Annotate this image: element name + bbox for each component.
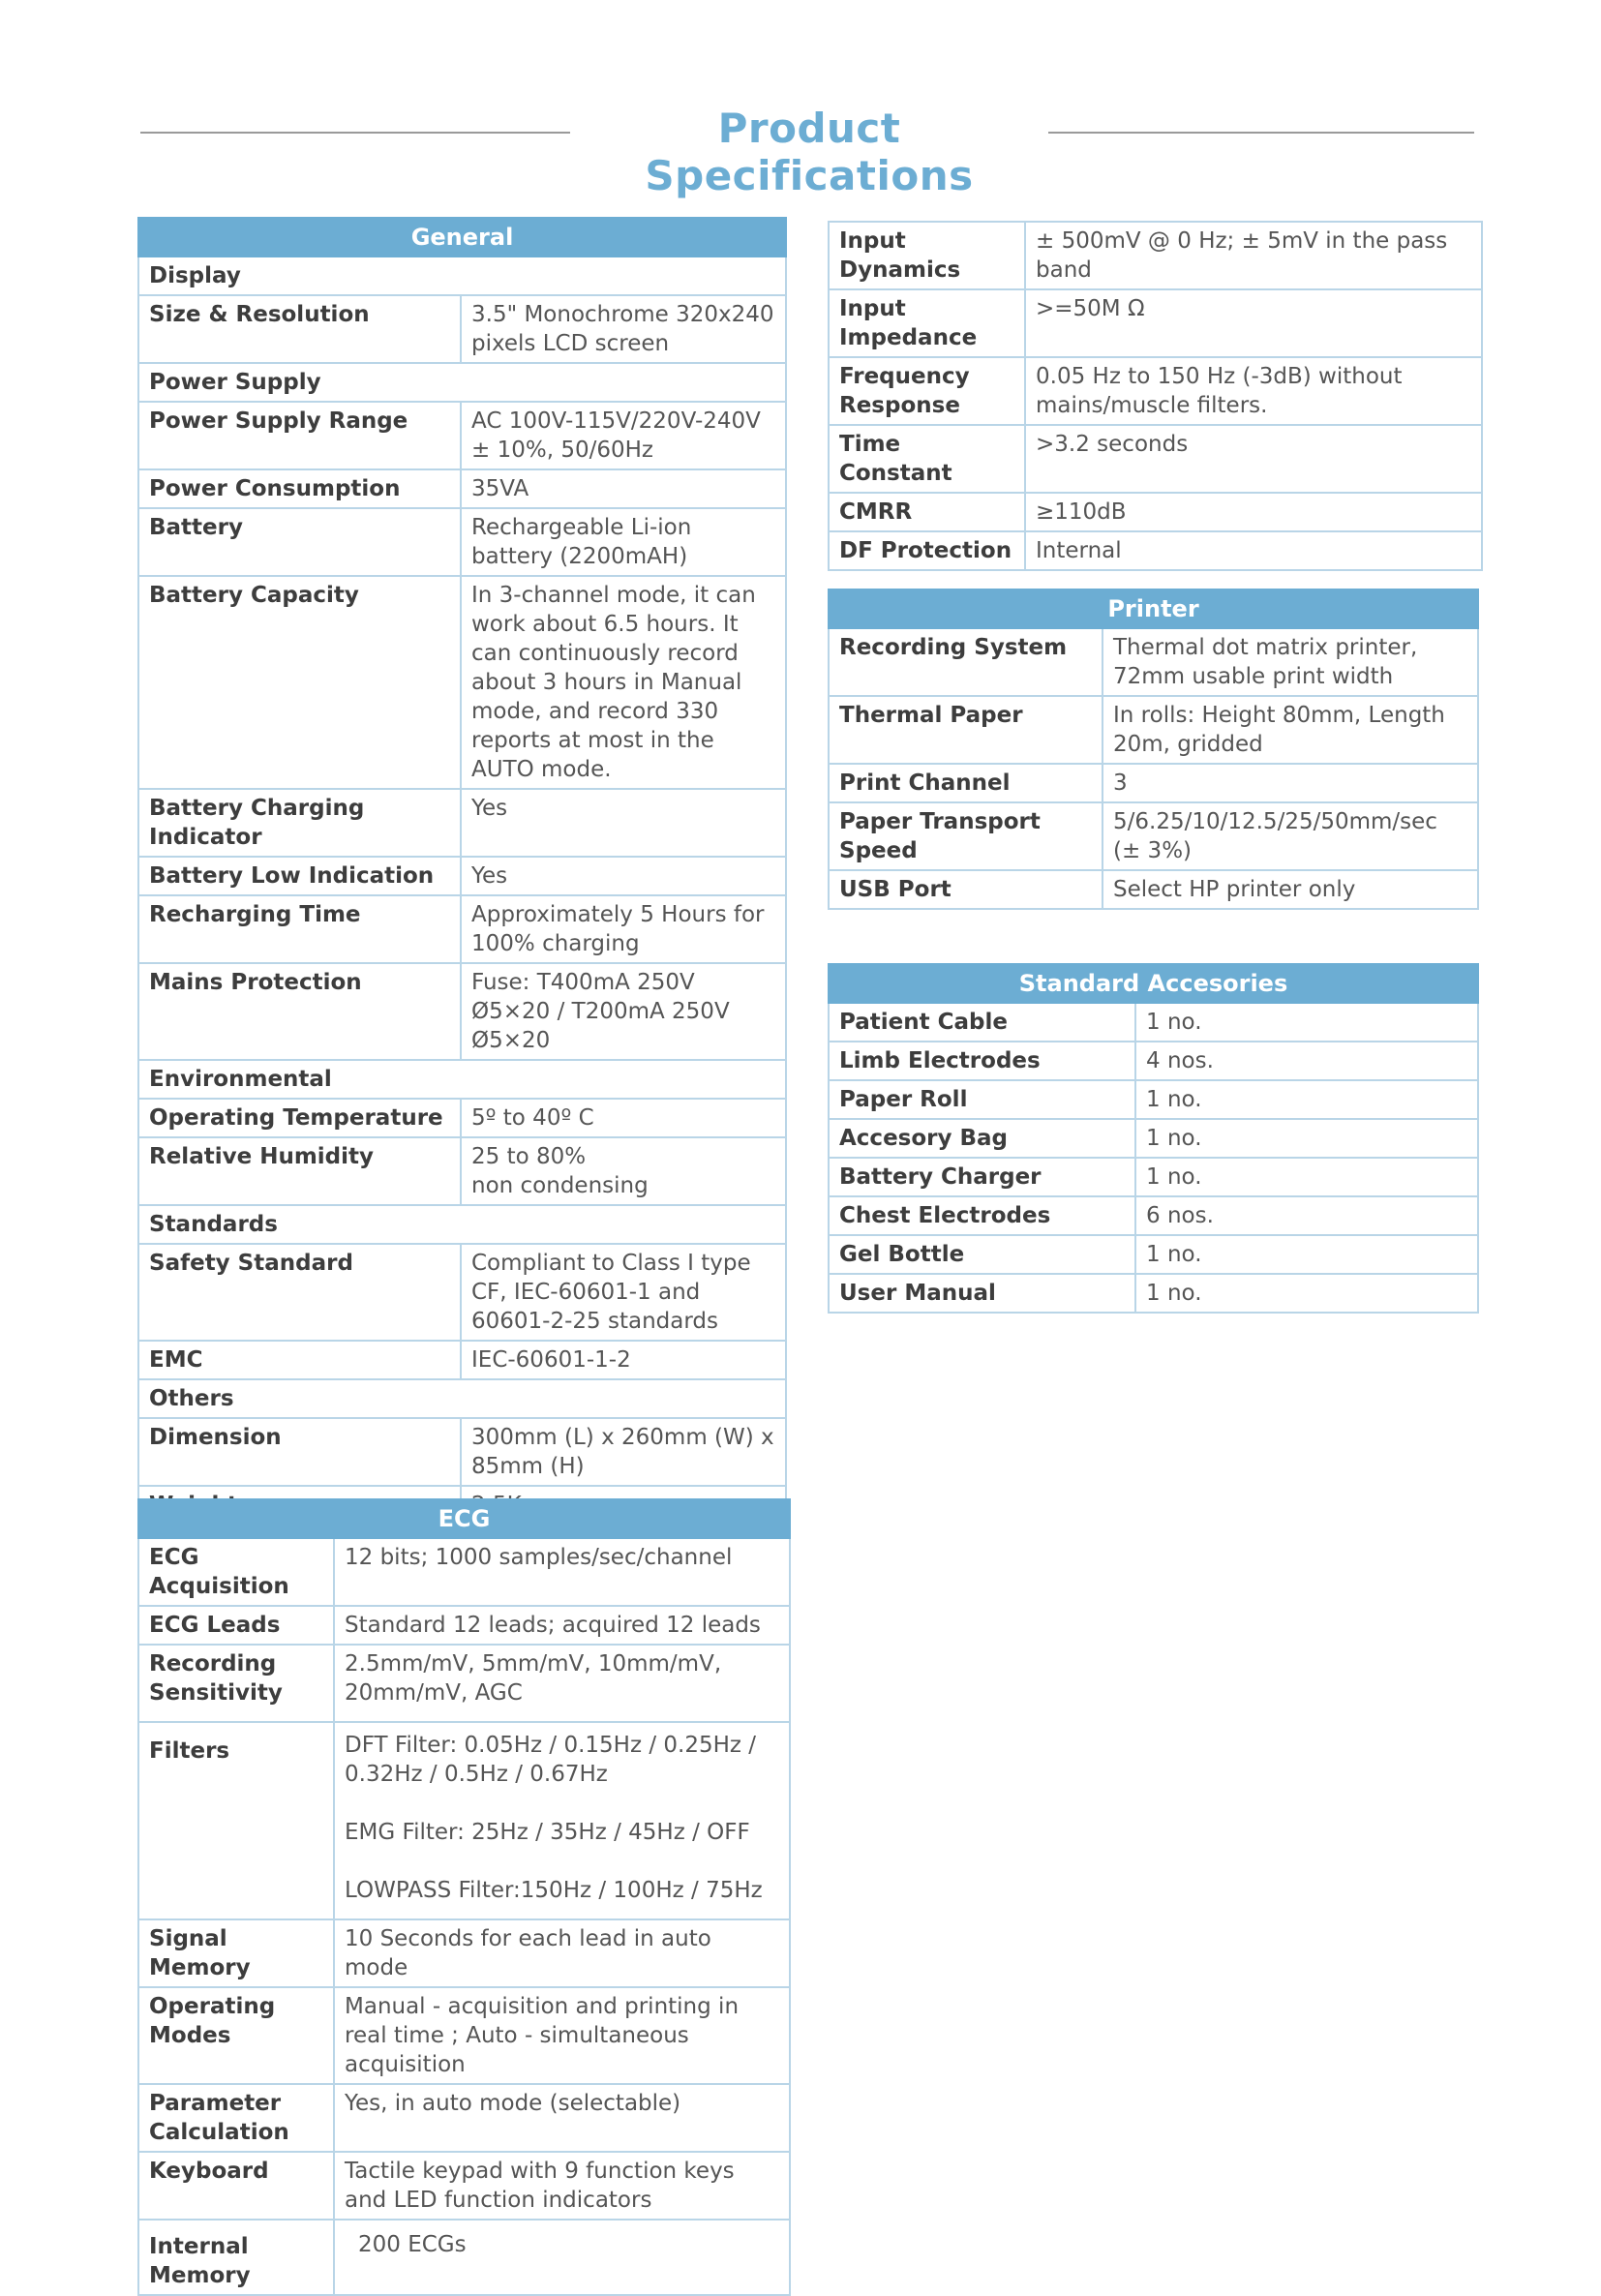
spec-value: Thermal dot matrix printer, 72mm usable print width xyxy=(1103,628,1478,696)
table-row xyxy=(138,1722,790,1919)
table-row xyxy=(138,1987,790,2084)
accessory-qty: 1 no. xyxy=(1135,1080,1478,1119)
spec-value: AC 100V-115V/220V-240V ± 10%, 50/60Hz xyxy=(461,402,786,469)
accessory-name: Gel Bottle xyxy=(829,1235,1135,1274)
spec-value: ≥110dB xyxy=(1025,493,1482,531)
table-row xyxy=(829,1119,1478,1158)
spec-value: In rolls: Height 80mm, Length 20m, gridded xyxy=(1103,696,1478,764)
table-row xyxy=(138,963,786,1060)
spec-label: Recording System xyxy=(829,628,1103,696)
table-row xyxy=(829,222,1482,289)
accessory-name: Paper Roll xyxy=(829,1080,1135,1119)
input-table xyxy=(828,221,1483,571)
printer-header: Printer xyxy=(829,589,1478,628)
spec-label: Relative Humidity xyxy=(138,1137,461,1205)
spec-label: Operating Temperature xyxy=(138,1099,461,1137)
spec-label: Battery Charging Indicator xyxy=(138,789,461,857)
accessory-qty: 4 nos. xyxy=(1135,1042,1478,1080)
spec-value: 3 xyxy=(1103,764,1478,802)
spec-value: 3.5" Monochrome 320x240 pixels LCD screen xyxy=(461,295,786,363)
spec-value: >=50M Ω xyxy=(1025,289,1482,357)
spec-value: DFT Filter: 0.05Hz / 0.15Hz / 0.25Hz / 0.32Hz / 0.5Hz / 0.67Hz EMG Filter: 25Hz / 35Hz / 45Hz / OFF LOWPASS Filter:150Hz / 100Hz / 75Hz xyxy=(334,1722,790,1919)
spec-value: Fuse: T400mA 250V Ø5×20 / T200mA 250V Ø5×20 xyxy=(461,963,786,1060)
spec-label: Frequency Response xyxy=(829,357,1025,425)
table-row xyxy=(138,1137,786,1205)
accessory-name: Chest Electrodes xyxy=(829,1196,1135,1235)
spec-value: ± 500mV @ 0 Hz; ± 5mV in the pass band xyxy=(1025,222,1482,289)
table-row xyxy=(138,469,786,508)
spec-label: ECG Leads xyxy=(138,1606,334,1645)
spec-label: Battery xyxy=(138,508,461,576)
ecg-table xyxy=(137,1498,791,2296)
table-row xyxy=(138,895,786,963)
spec-value: 0.05 Hz to 150 Hz (-3dB) without mains/muscle filters. xyxy=(1025,357,1482,425)
spec-value: 2.5mm/mV, 5mm/mV, 10mm/mV, 20mm/mV, AGC xyxy=(334,1645,790,1722)
spec-value: 300mm (L) x 260mm (W) x 85mm (H) xyxy=(461,1418,786,1486)
spec-value: 5º to 40º C xyxy=(461,1099,786,1137)
spec-label: ECG Acquisition xyxy=(138,1538,334,1606)
spec-label: Input Impedance xyxy=(829,289,1025,357)
accessory-qty: 1 no. xyxy=(1135,1119,1478,1158)
spec-value: Approximately 5 Hours for 100% charging xyxy=(461,895,786,963)
table-row xyxy=(829,357,1482,425)
table-row xyxy=(138,1606,790,1645)
spec-label: Internal Memory xyxy=(138,2220,334,2295)
spec-label: Keyboard xyxy=(138,2152,334,2220)
spec-label: Parameter Calculation xyxy=(138,2084,334,2152)
accessories-table xyxy=(828,963,1479,1314)
spec-value: 5/6.25/10/12.5/25/50mm/sec (± 3%) xyxy=(1103,802,1478,870)
spec-label: Input Dynamics xyxy=(829,222,1025,289)
spec-value: Yes xyxy=(461,857,786,895)
table-row xyxy=(138,1099,786,1137)
spec-value: IEC-60601-1-2 xyxy=(461,1341,786,1379)
spec-value: 25 to 80% non condensing xyxy=(461,1137,786,1205)
title-rule-right xyxy=(1048,132,1474,134)
table-row xyxy=(829,1003,1478,1042)
table-row xyxy=(138,295,786,363)
table-row xyxy=(829,802,1478,870)
table-row xyxy=(829,1235,1478,1274)
spec-value: Yes xyxy=(461,789,786,857)
page-title: Product Specifications xyxy=(645,105,974,199)
spec-value: >3.2 seconds xyxy=(1025,425,1482,493)
accessories-header: Standard Accesories xyxy=(829,964,1478,1003)
table-row xyxy=(138,576,786,789)
spec-label: Recharging Time xyxy=(138,895,461,963)
spec-label: Power Supply Range xyxy=(138,402,461,469)
spec-label: USB Port xyxy=(829,870,1103,909)
accessory-qty: 6 nos. xyxy=(1135,1196,1478,1235)
spec-label: Recording Sensitivity xyxy=(138,1645,334,1722)
spec-label: Filters xyxy=(138,1722,334,1919)
table-row xyxy=(829,1274,1478,1313)
table-row xyxy=(829,425,1482,493)
spec-value: 35VA xyxy=(461,469,786,508)
spec-label: Mains Protection xyxy=(138,963,461,1060)
spec-label: Power Consumption xyxy=(138,469,461,508)
spec-value: Yes, in auto mode (selectable) xyxy=(334,2084,790,2152)
table-row xyxy=(829,531,1482,570)
table-row xyxy=(138,1538,790,1606)
accessory-name: Patient Cable xyxy=(829,1003,1135,1042)
accessory-qty: 1 no. xyxy=(1135,1158,1478,1196)
spec-value: 200 ECGs xyxy=(334,2220,790,2295)
spec-value: Select HP printer only xyxy=(1103,870,1478,909)
spec-label: CMRR xyxy=(829,493,1025,531)
general-table xyxy=(137,217,787,1526)
spec-value: Manual - acquisition and printing in real time ; Auto - simultaneous acquisition xyxy=(334,1987,790,2084)
section-standards: Standards xyxy=(138,1205,786,1244)
section-display: Display xyxy=(138,257,786,295)
spec-value: 10 Seconds for each lead in auto mode xyxy=(334,1919,790,1987)
accessory-name: Battery Charger xyxy=(829,1158,1135,1196)
accessory-name: Limb Electrodes xyxy=(829,1042,1135,1080)
table-row xyxy=(829,1158,1478,1196)
table-row xyxy=(138,1919,790,1987)
spec-label: Thermal Paper xyxy=(829,696,1103,764)
table-row xyxy=(138,2084,790,2152)
table-row xyxy=(829,1080,1478,1119)
spec-value: Tactile keypad with 9 function keys and LED function indicators xyxy=(334,2152,790,2220)
table-row xyxy=(138,2220,790,2295)
spec-value: Compliant to Class I type CF, IEC-60601-1 and 60601-2-25 standards xyxy=(461,1244,786,1341)
spec-label: EMC xyxy=(138,1341,461,1379)
table-row xyxy=(138,1645,790,1722)
table-row xyxy=(138,2152,790,2220)
table-row xyxy=(829,870,1478,909)
table-row xyxy=(829,764,1478,802)
spec-label: Dimension xyxy=(138,1418,461,1486)
accessory-qty: 1 no. xyxy=(1135,1003,1478,1042)
printer-table xyxy=(828,589,1479,910)
table-row xyxy=(138,1341,786,1379)
table-row xyxy=(829,628,1478,696)
title-rule-left xyxy=(140,132,570,134)
spec-value: 12 bits; 1000 samples/sec/channel xyxy=(334,1538,790,1606)
spec-value: Rechargeable Li-ion battery (2200mAH) xyxy=(461,508,786,576)
section-power-supply: Power Supply xyxy=(138,363,786,402)
spec-label: Paper Transport Speed xyxy=(829,802,1103,870)
section-environmental: Environmental xyxy=(138,1060,786,1099)
accessory-name: Accesory Bag xyxy=(829,1119,1135,1158)
table-row xyxy=(138,789,786,857)
spec-label: Battery Capacity xyxy=(138,576,461,789)
table-row xyxy=(138,1244,786,1341)
spec-label: Size & Resolution xyxy=(138,295,461,363)
table-row xyxy=(829,289,1482,357)
table-row xyxy=(138,857,786,895)
spec-label: Battery Low Indication xyxy=(138,857,461,895)
title-block xyxy=(140,105,1474,199)
accessory-qty: 1 no. xyxy=(1135,1235,1478,1274)
spec-label: Safety Standard xyxy=(138,1244,461,1341)
spec-label: Operating Modes xyxy=(138,1987,334,2084)
spec-label: Time Constant xyxy=(829,425,1025,493)
accessory-name: User Manual xyxy=(829,1274,1135,1313)
accessory-qty: 1 no. xyxy=(1135,1274,1478,1313)
table-row xyxy=(829,1196,1478,1235)
table-row xyxy=(829,696,1478,764)
section-others: Others xyxy=(138,1379,786,1418)
spec-value: Internal xyxy=(1025,531,1482,570)
general-header: General xyxy=(138,218,786,257)
table-row xyxy=(829,1042,1478,1080)
spec-label: Print Channel xyxy=(829,764,1103,802)
table-row xyxy=(138,402,786,469)
spec-label: Signal Memory xyxy=(138,1919,334,1987)
table-row xyxy=(829,493,1482,531)
table-row xyxy=(138,1418,786,1486)
spec-label: DF Protection xyxy=(829,531,1025,570)
spec-value: In 3-channel mode, it can work about 6.5 hours. It can continuously record about 3 hours in Manual mode, and record 330 reports at most in the AUTO mode. xyxy=(461,576,786,789)
table-row xyxy=(138,508,786,576)
spec-value: Standard 12 leads; acquired 12 leads xyxy=(334,1606,790,1645)
ecg-header: ECG xyxy=(138,1499,790,1538)
